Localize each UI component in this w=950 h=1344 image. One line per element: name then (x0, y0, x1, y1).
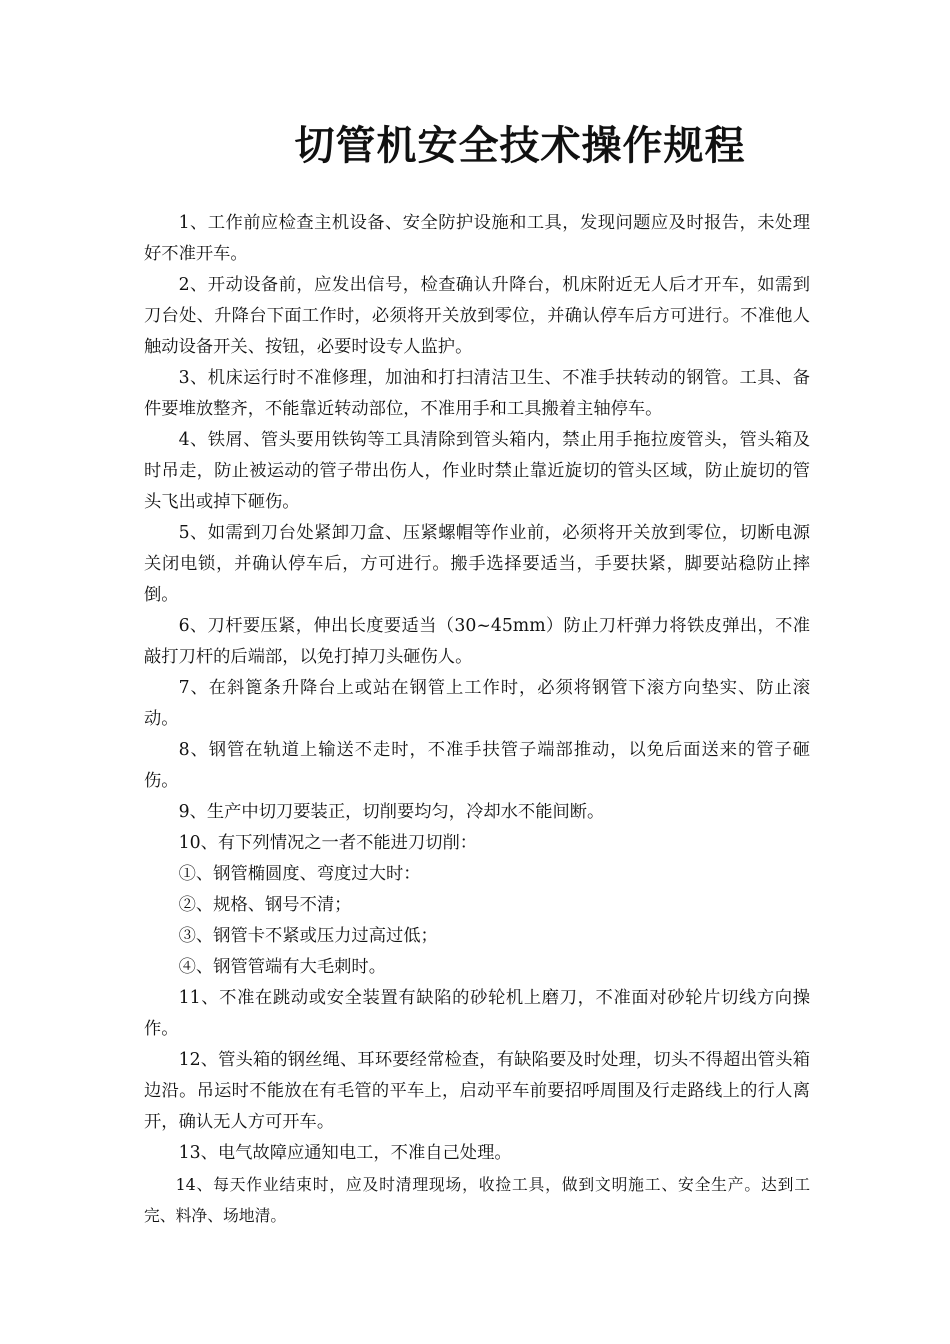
document-body (144, 208, 810, 1231)
list-item-3: ③、钢管卡不紧或压力过高过低； (178, 926, 438, 946)
paragraph-7: 7、在斜篦条升降台上或站在钢管上工作时，必须将钢管下滚方向垫实、防止滚动。 (144, 678, 810, 729)
paragraph-14: 14、每天作业结束时，应及时清理现场，收捡工具，做到文明施工、安全生产。达到工完、料净、场地清。 (144, 1175, 810, 1225)
paragraph-5: 5、如需到刀台处紧卸刀盒、压紧螺帽等作业前，必须将开关放到零位，切断电源关闭电锁，并确认停车后，方可进行。搬手选择要适当，手要扶紧，脚要站稳防止摔倒。 (144, 523, 810, 605)
list-item-2: ②、规格、钢号不清； (178, 895, 352, 915)
paragraph-2: 2、开动设备前，应发出信号，检查确认升降台，机床附近无人后才开车，如需到刀台处、升降台下面工作时，必须将开关放到零位，并确认停车后方可进行。不准他人触动设备开关、按钮，必要时设专人监护。 (144, 275, 810, 357)
list-item-4: ④、钢管管端有大毛刺时。 (178, 957, 386, 977)
page-title: 切管机安全技术操作规程 (294, 122, 746, 169)
paragraph-10: 10、有下列情况之一者不能进刀切削： (178, 833, 478, 853)
paragraph-1: 1、工作前应检查主机设备、安全防护设施和工具，发现问题应及时报告，未处理好不准开车。 (144, 213, 810, 264)
paragraph-4: 4、铁屑、管头要用铁钩等工具清除到管头箱内，禁止用手拖拉废管头，管头箱及时吊走，防止被运动的管子带出伤人，作业时禁止靠近旋切的管头区域，防止旋切的管头飞出或掉下砸伤。 (144, 430, 810, 512)
paragraph-6: 6、刀杆要压紧，伸出长度要适当（30~45mm）防止刀杆弹力将铁皮弹出，不准敲打刀杆的后端部，以免打掉刀头砸伤人。 (144, 616, 810, 667)
paragraph-8: 8、钢管在轨道上输送不走时，不准手扶管子端部推动，以免后面送来的管子砸伤。 (144, 740, 810, 791)
paragraph-9: 9、生产中切刀要装正，切削要均匀，冷却水不能间断。 (178, 802, 605, 822)
paragraph-12: 12、管头箱的钢丝绳、耳环要经常检查，有缺陷要及时处理，切头不得超出管头箱边沿。吊运时不能放在有毛管的平车上，启动平车前要招呼周围及行走路线上的行人离开，确认无人方可开车。 (144, 1050, 810, 1132)
paragraph-3: 3、机床运行时不准修理，加油和打扫清洁卫生、不准手扶转动的钢管。工具、备件要堆放整齐，不能靠近转动部位，不准用手和工具搬着主轴停车。 (144, 368, 810, 419)
paragraph-13: 13、电气故障应通知电工，不准自己处理。 (178, 1143, 512, 1163)
list-item-1: ①、钢管椭圆度、弯度过大时： (178, 864, 421, 884)
paragraph-11: 11、不准在跳动或安全装置有缺陷的砂轮机上磨刀，不准面对砂轮片切线方向操作。 (144, 988, 810, 1039)
